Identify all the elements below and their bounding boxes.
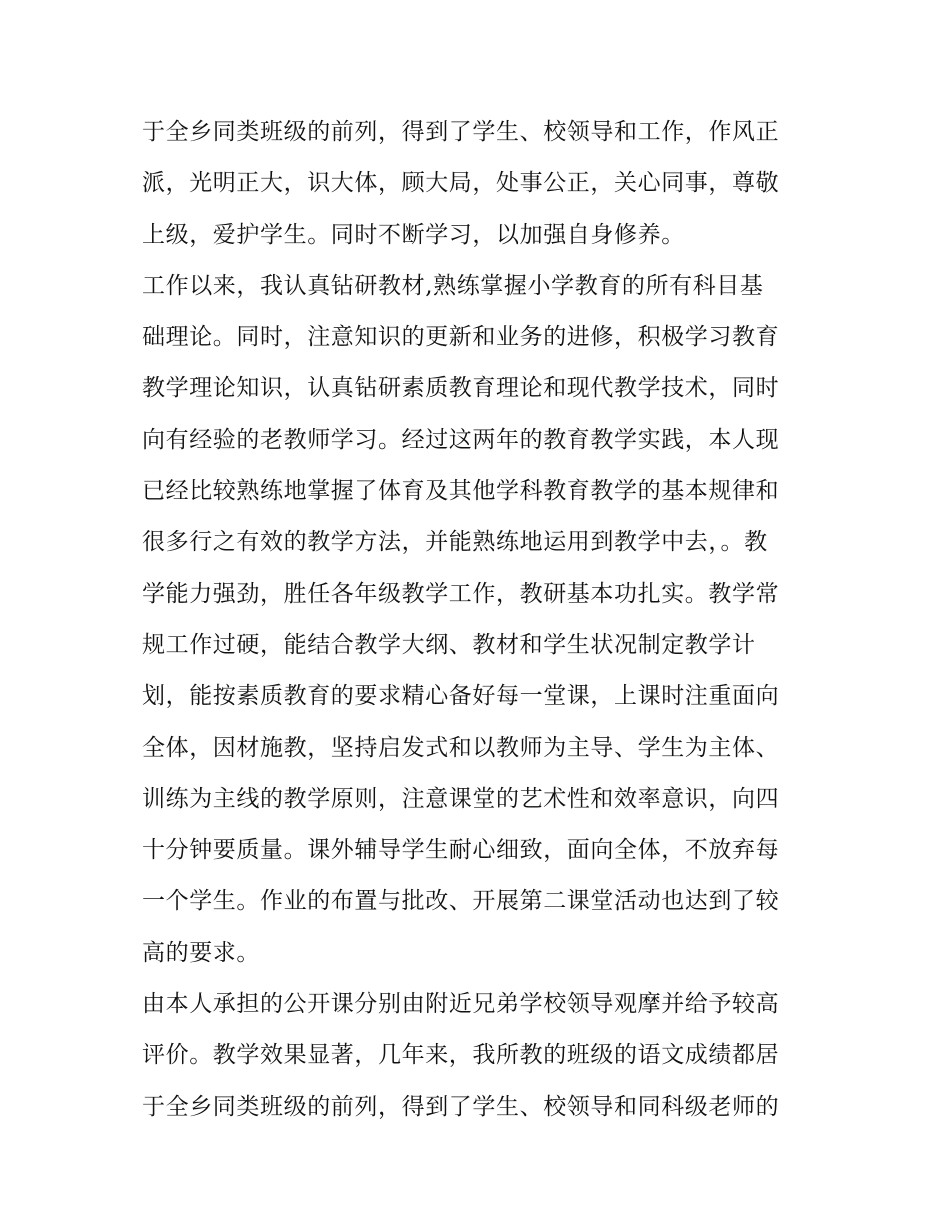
- text-line: 于全乡同类班级的前列，得到了学生、校领导和工作，作风正: [142, 119, 780, 145]
- text-line: 一个学生。作业的布置与批改、开展第二课堂活动也达到了较: [142, 888, 780, 915]
- text-line: 由本人承担的公开课分别由附近兄弟学校领导观摩并给予较高: [142, 991, 780, 1018]
- text-line: 上级，爱护学生。同时不断学习，以加强自身修养。: [142, 221, 685, 248]
- document-body: [142, 107, 814, 1133]
- text-line: 划，能按素质教育的要求精心备好每一堂课，上课时注重面向: [142, 683, 780, 710]
- text-line: 规工作过硬，能结合教学大纲、教材和学生状况制定教学计: [142, 631, 756, 658]
- text-line: 很多行之有效的教学方法，并能熟练地运用到教学中去，。教: [142, 529, 768, 556]
- text-line: 十分钟要质量。课外辅导学生耐心细致，面向全体，不放弃每: [142, 837, 780, 864]
- text-line: 向有经验的老教师学习。经过这两年的教育教学实践，本人现: [142, 426, 780, 453]
- text-line: 派，光明正大，识大体，顾大局，处事公正，关心同事，尊敬: [142, 170, 780, 197]
- text-line: 评价。教学效果显著，几年来，我所教的班级的语文成绩都居: [142, 1042, 780, 1069]
- text-line: 于全乡同类班级的前列，得到了学生、校领导和同科级老师的: [142, 1093, 780, 1120]
- text-line: 学能力强劲，胜任各年级教学工作，教研基本功扎实。教学常: [142, 580, 780, 607]
- text-line: 础理论。同时，注意知识的更新和业务的进修，积极学习教育: [142, 324, 780, 351]
- text-line: 教学理论知识，认真钻研素质教育理论和现代教学技术，同时: [142, 375, 780, 402]
- text-line: 全体，因材施教，坚持启发式和以教师为主导、学生为主体、: [142, 734, 780, 761]
- text-line: 已经比较熟练地掌握了体育及其他学科教育教学的基本规律和: [142, 478, 780, 505]
- text-line: 训练为主线的教学原则，注意课堂的艺术性和效率意识，向四: [142, 785, 780, 812]
- text-line: 工作以来，我认真钻研教材,熟练掌握小学教育的所有科目基: [142, 272, 764, 299]
- text-line: 高的要求。: [142, 939, 260, 966]
